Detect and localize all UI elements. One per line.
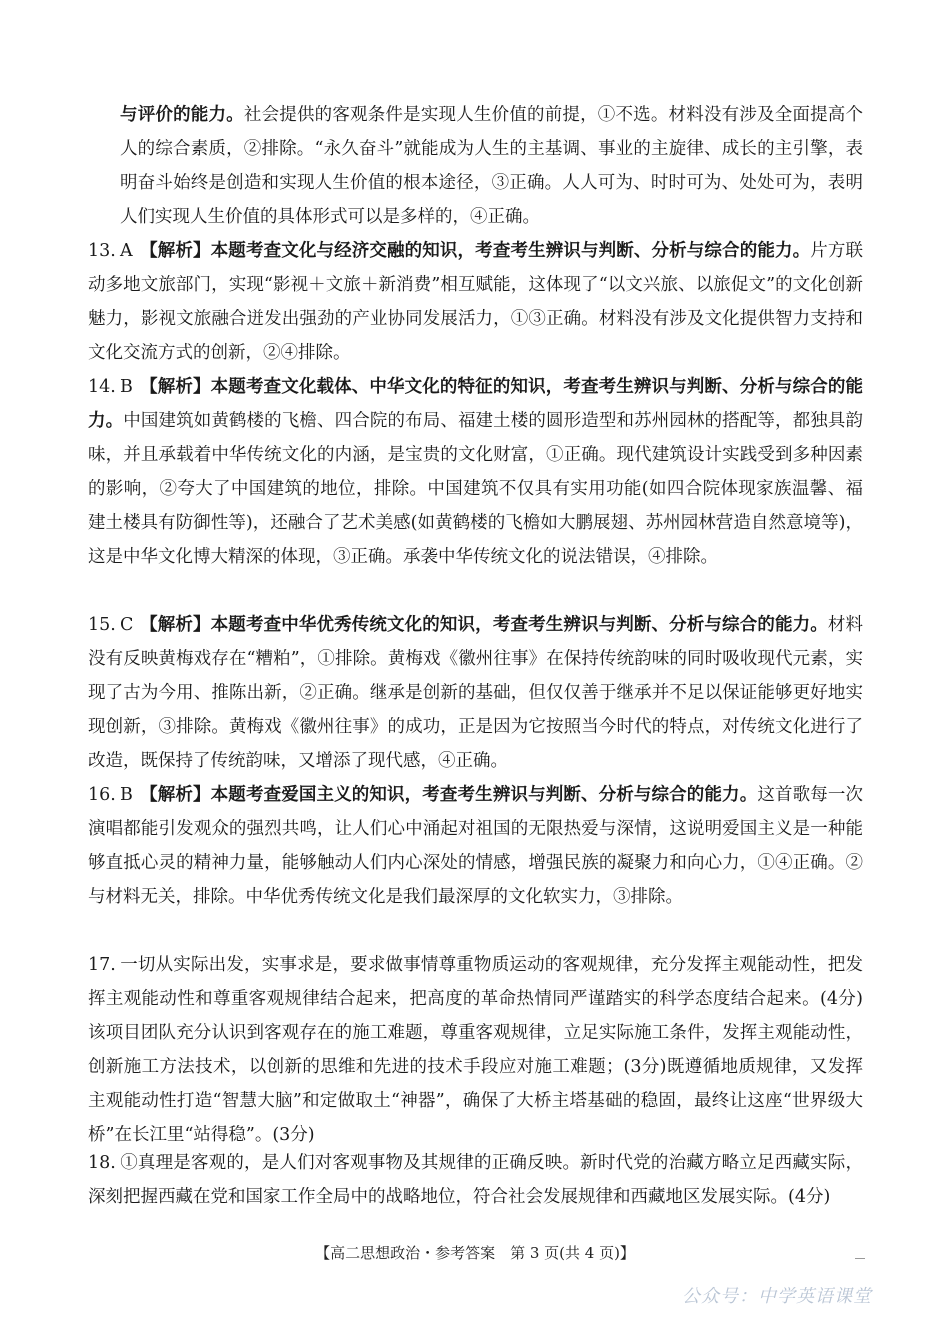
answer-letter: A <box>120 241 133 261</box>
analysis-bold: 【解析】本题考查文化与经济交融的知识，考查考生辨识与判断、分析与综合的能力。 <box>140 241 811 261</box>
answer-item-14 <box>88 370 863 574</box>
answer-item-15 <box>88 608 863 778</box>
analysis-text: 社会提供的客观条件是实现人生价值的前提，①不选。材料没有涉及全面提高个人的综合素质，②排除。“永久奋斗”就能成为人生的主基调、事业的主旋律、成长的主引擎，表明奋斗始终是创造和实现人生价值的根本途径，③正确。人人可为、时时可为、处处可为，表明人们实现人生价值的具体形式可以是多样的，④正确。 <box>120 105 864 227</box>
answer-letter: C <box>120 615 134 635</box>
analysis-text: 一切从实际出发，实事求是，要求做事情尊重物质运动的客观规律，充分发挥主观能动性，把发挥主观能动性和尊重客观规律结合起来，把高度的革命热情同严谨踏实的科学态度结合起来。(4分)该项目团队充分认识到客观存在的施工难题，尊重客观规律，立足实际施工条件，发挥主观能动性，创新施工方法技术，以创新的思维和先进的技术手段应对施工难题；(3分)既遵循地质规律，又发挥主观能动性打造“智慧大脑”和定做取土“神器”，确保了大桥主塔基础的稳固，最终让这座“世界级大桥”在长江里“站得稳”。(3分) <box>88 955 863 1145</box>
analysis-text: 材料没有反映黄梅戏存在“糟粕”，①排除。黄梅戏《徽州往事》在保持传统韵味的同时吸收现代元素，实现了古为今用、推陈出新，②正确。继承是创新的基础，但仅仅善于继承并不足以保证能够更好地实现创新，③排除。黄梅戏《徽州往事》的成功，正是因为它按照当今时代的特点，对传统文化进行了改造，既保持了传统韵味，又增添了现代感，④正确。 <box>88 615 864 771</box>
answer-letter: B <box>120 377 133 397</box>
analysis-text: ①真理是客观的，是人们对客观事物及其规律的正确反映。新时代党的治藏方略立足西藏实际，深刻把握西藏在党和国家工作全局中的战略地位，符合社会发展规律和西藏地区发展实际。(4分) <box>88 1153 863 1207</box>
answer-item-13 <box>88 234 863 370</box>
question-number: 13. <box>88 241 116 261</box>
question-number: 16. <box>88 785 116 805</box>
divider <box>855 1258 865 1259</box>
question-number: 17. <box>88 955 116 975</box>
page-footer: 【高二思想政治・参考答案 第 3 页(共 4 页)】 <box>315 1244 635 1262</box>
analysis-bold: 【解析】本题考查爱国主义的知识，考查考生辨识与判断、分析与综合的能力。 <box>140 785 758 805</box>
analysis-bold: 【解析】本题考查中华优秀传统文化的知识，考查考生辨识与判断、分析与综合的能力。 <box>140 615 828 635</box>
analysis-text: 片方联动多地文旅部门，实现“影视＋文旅＋新消费”相互赋能，这体现了“以文兴旅、以旅促文”的文化创新魅力，影视文旅融合迸发出强劲的产业协同发展活力，①③正确。材料没有涉及文化提供智力支持和文化交流方式的创新，②④排除。 <box>88 241 864 363</box>
analysis-bold: 与评价的能力。 <box>120 105 244 125</box>
answer-12-continued <box>120 98 863 234</box>
analysis-bold: 【解析】本题考查文化载体、中华文化的特征的知识，考查考生辨识与判断、分析与综合的能力。 <box>88 377 863 431</box>
answer-item-17 <box>88 948 863 1152</box>
analysis-text: 这首歌每一次演唱都能引发观众的强烈共鸣，让人们心中涌起对祖国的无限热爱与深情，这说明爱国主义是一种能够直抵心灵的精神力量，能够触动人们内心深处的情感，增强民族的凝聚力和向心力，①④正确。②与材料无关，排除。中华优秀传统文化是我们最深厚的文化软实力，③排除。 <box>88 785 863 907</box>
watermark: 公众号：中学英语课堂 <box>682 1286 872 1307</box>
answer-item-16 <box>88 778 863 914</box>
analysis-text: 中国建筑如黄鹤楼的飞檐、四合院的布局、福建土楼的圆形造型和苏州园林的搭配等，都独具韵味，并且承载着中华传统文化的内涵，是宝贵的文化财富，①正确。现代建筑设计实践受到多种因素的影响，②夸大了中国建筑的地位，排除。中国建筑不仅具有实用功能(如四合院体现家族温馨、福建土楼具有防御性等)，还融合了艺术美感(如黄鹤楼的飞檐如大鹏展翅、苏州园林营造自然意境等)，这是中华文化博大精深的体现，③正确。承袭中华传统文化的说法错误，④排除。 <box>88 411 863 567</box>
question-number: 14. <box>88 377 116 397</box>
answer-letter: B <box>120 785 133 805</box>
question-number: 18. <box>88 1153 116 1173</box>
question-number: 15. <box>88 615 116 635</box>
answer-item-18 <box>88 1146 863 1214</box>
